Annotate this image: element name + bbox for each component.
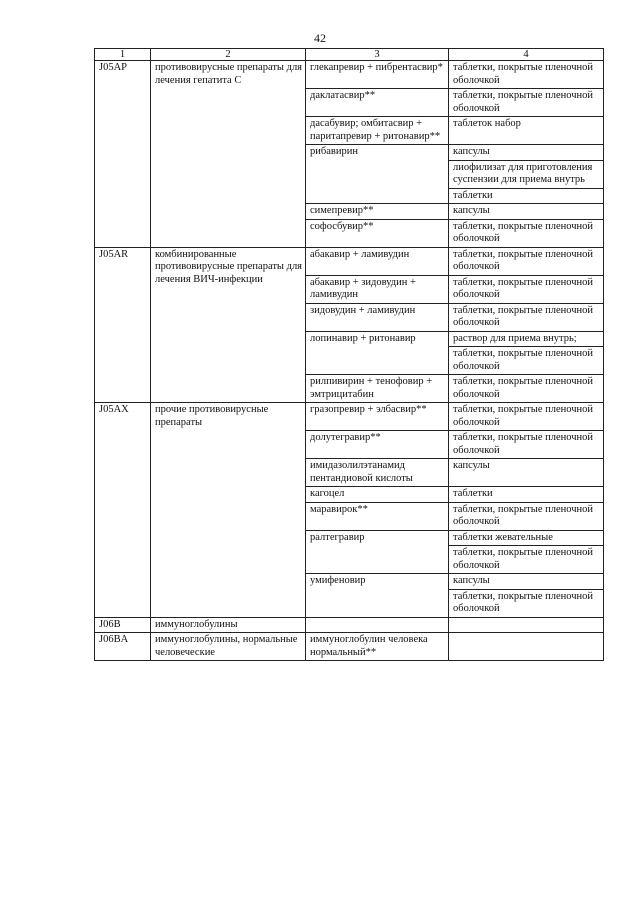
group-name-cell: иммуноглобулины, нормальные человеческие (151, 633, 306, 661)
atc-code-cell: J06BA (95, 633, 151, 661)
substance-cell: лопинавир + ритонавир (306, 331, 449, 375)
dosage-form-cell: капсулы (449, 145, 604, 161)
substance-cell: маравирок** (306, 502, 449, 530)
dosage-form-cell: раствор для приема внутрь; (449, 331, 604, 347)
dosage-form-cell: капсулы (449, 204, 604, 220)
dosage-form-cell: таблетки жевательные (449, 530, 604, 546)
group-name-cell: комбинированные противовирусные препараты для лечения ВИЧ-инфекции (151, 247, 306, 403)
substance-cell: дасабувир; омбитасвир + паритапревир + ритонавир** (306, 117, 449, 145)
table-row (95, 633, 604, 661)
substance-cell: даклатасвир** (306, 89, 449, 117)
dosage-form-cell: капсулы (449, 574, 604, 590)
substance-cell: имидазолилэтанамид пентандиовой кислоты (306, 459, 449, 487)
dosage-form-cell: таблетки, покрытые пленочной оболочкой (449, 247, 604, 275)
dosage-form-cell: таблетки, покрытые пленочной оболочкой (449, 347, 604, 375)
dosage-form-cell: таблетки (449, 188, 604, 204)
dosage-form-cell: таблетки, покрытые пленочной оболочкой (449, 219, 604, 247)
table-row (95, 617, 604, 633)
dosage-form-cell: лиофилизат для приготовления суспензии для приема внутрь (449, 160, 604, 188)
dosage-form-cell: таблетки, покрытые пленочной оболочкой (449, 275, 604, 303)
dosage-form-cell: таблетки, покрытые пленочной оболочкой (449, 375, 604, 403)
dosage-form-cell: таблетки, покрытые пленочной оболочкой (449, 431, 604, 459)
column-header-code: 1 (95, 49, 151, 61)
substance-cell: абакавир + зидовудин + ламивудин (306, 275, 449, 303)
substance-cell: ралтегравир (306, 530, 449, 574)
table-row (95, 247, 604, 275)
substance-cell: умифеновир (306, 574, 449, 618)
atc-code-cell: J05AR (95, 247, 151, 403)
dosage-form-cell (449, 633, 604, 661)
dosage-form-cell: таблетки, покрытые пленочной оболочкой (449, 589, 604, 617)
substance-cell: рибавирин (306, 145, 449, 204)
substance-cell: зидовудин + ламивудин (306, 303, 449, 331)
atc-code-cell: J05AP (95, 61, 151, 248)
column-header-group: 2 (151, 49, 306, 61)
column-header-form: 4 (449, 49, 604, 61)
table-row (95, 61, 604, 89)
page-number: 42 (314, 31, 326, 45)
dosage-form-cell: таблетки, покрытые пленочной оболочкой (449, 403, 604, 431)
substance-cell: абакавир + ламивудин (306, 247, 449, 275)
substance-cell: гразопревир + элбасвир** (306, 403, 449, 431)
group-name-cell: прочие противовирусные препараты (151, 403, 306, 618)
group-name-cell: противовирусные препараты для лечения гепатита С (151, 61, 306, 248)
dosage-form-cell: таблетки, покрытые пленочной оболочкой (449, 61, 604, 89)
drug-table (94, 48, 604, 661)
substance-cell: рилпивирин + тенофовир + эмтрицитабин (306, 375, 449, 403)
atc-code-cell: J06B (95, 617, 151, 633)
dosage-form-cell: таблетки, покрытые пленочной оболочкой (449, 546, 604, 574)
dosage-form-cell: таблетки, покрытые пленочной оболочкой (449, 89, 604, 117)
column-header-substance: 3 (306, 49, 449, 61)
substance-cell (306, 617, 449, 633)
substance-cell: кагоцел (306, 487, 449, 503)
substance-cell: симепревир** (306, 204, 449, 220)
substance-cell: долутегравир** (306, 431, 449, 459)
table-header-row (95, 49, 604, 61)
dosage-form-cell: таблетки, покрытые пленочной оболочкой (449, 502, 604, 530)
dosage-form-cell: таблеток набор (449, 117, 604, 145)
table-row (95, 403, 604, 431)
dosage-form-cell (449, 617, 604, 633)
group-name-cell: иммуноглобулины (151, 617, 306, 633)
dosage-form-cell: капсулы (449, 459, 604, 487)
dosage-form-cell: таблетки, покрытые пленочной оболочкой (449, 303, 604, 331)
dosage-form-cell: таблетки (449, 487, 604, 503)
substance-cell: глекапревир + пибрентасвир* (306, 61, 449, 89)
substance-cell: софосбувир** (306, 219, 449, 247)
substance-cell: иммуноглобулин человека нормальный** (306, 633, 449, 661)
atc-code-cell: J05AX (95, 403, 151, 618)
